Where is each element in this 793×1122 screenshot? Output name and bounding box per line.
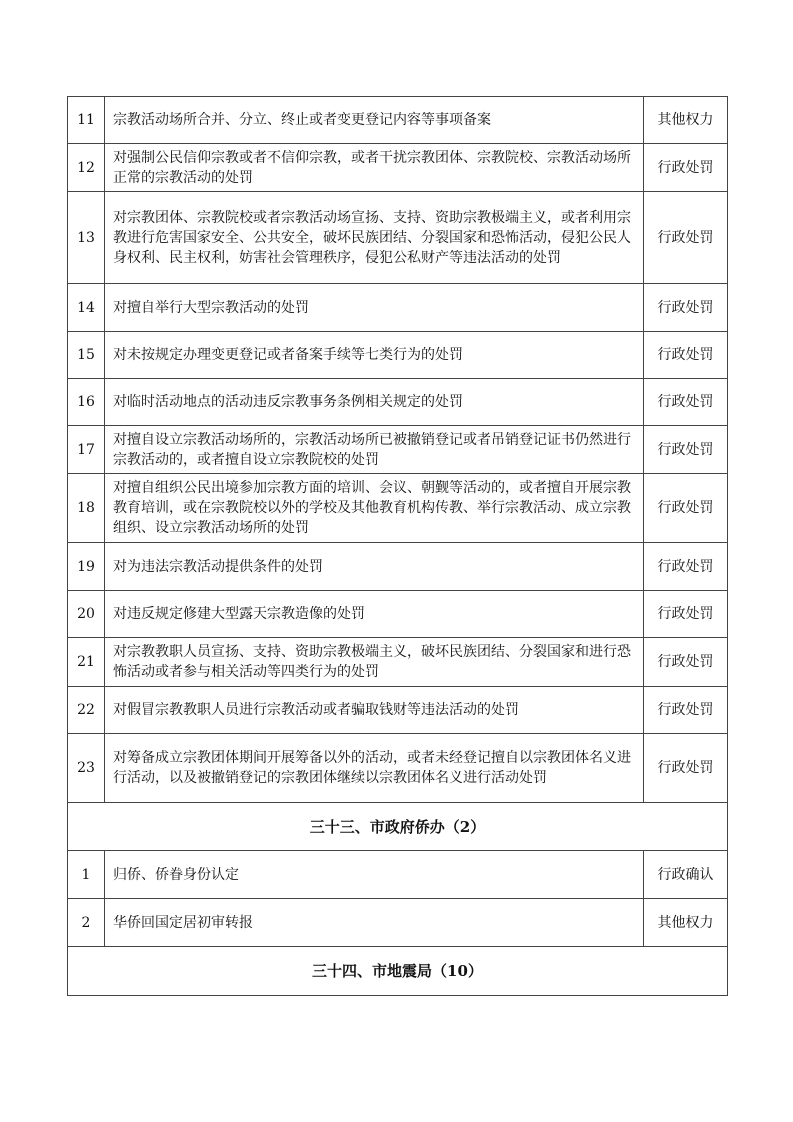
item-number: 15 [68, 332, 105, 379]
item-number: 12 [68, 144, 105, 192]
table-row [68, 192, 728, 284]
item-number: 2 [68, 899, 105, 947]
power-list-table [67, 96, 728, 996]
item-description: 华侨回国定居初审转报 [105, 899, 644, 947]
item-description: 对为违法宗教活动提供条件的处罚 [105, 543, 644, 591]
item-number: 19 [68, 543, 105, 591]
table-row [68, 851, 728, 899]
power-type: 行政处罚 [644, 426, 728, 474]
item-description: 对宗教教职人员宣扬、支持、资助宗教极端主义，破坏民族团结、分裂国家和进行恐怖活动或者参与相关活动等四类行为的处罚 [105, 638, 644, 687]
item-description: 对擅自设立宗教活动场所的，宗教活动场所已被撤销登记或者吊销登记证书仍然进行宗教活动的，或者擅自设立宗教院校的处罚 [105, 426, 644, 474]
item-number: 17 [68, 426, 105, 474]
item-description: 对擅自组织公民出境参加宗教方面的培训、会议、朝觐等活动的，或者擅自开展宗教教育培训，或在宗教院校以外的学校及其他教育机构传教、举行宗教活动、成立宗教组织、设立宗教活动场所的处罚 [105, 474, 644, 543]
item-description: 对筹备成立宗教团体期间开展筹备以外的活动，或者未经登记擅自以宗教团体名义进行活动，以及被撤销登记的宗教团体继续以宗教团体名义进行活动处罚 [105, 734, 644, 803]
item-description: 对未按规定办理变更登记或者备案手续等七类行为的处罚 [105, 332, 644, 379]
power-type: 行政处罚 [644, 332, 728, 379]
power-list-body [68, 97, 728, 996]
item-number: 18 [68, 474, 105, 543]
section-title: 三十三、市政府侨办（2） [68, 803, 728, 851]
power-type: 行政处罚 [644, 192, 728, 284]
power-type: 行政处罚 [644, 284, 728, 332]
item-description: 对临时活动地点的活动违反宗教事务条例相关规定的处罚 [105, 379, 644, 426]
table-row [68, 97, 728, 144]
table-row [68, 638, 728, 687]
power-type: 行政处罚 [644, 474, 728, 543]
section-header-row [68, 947, 728, 996]
table-row [68, 543, 728, 591]
table-row [68, 734, 728, 803]
item-description: 对擅自举行大型宗教活动的处罚 [105, 284, 644, 332]
table-row [68, 379, 728, 426]
item-number: 16 [68, 379, 105, 426]
item-number: 20 [68, 591, 105, 638]
table-row [68, 687, 728, 734]
power-type: 行政处罚 [644, 687, 728, 734]
table-row [68, 474, 728, 543]
item-number: 23 [68, 734, 105, 803]
section-header-row [68, 803, 728, 851]
item-description: 对强制公民信仰宗教或者不信仰宗教，或者干扰宗教团体、宗教院校、宗教活动场所正常的宗教活动的处罚 [105, 144, 644, 192]
table-row [68, 899, 728, 947]
item-number: 22 [68, 687, 105, 734]
section-title: 三十四、市地震局（10） [68, 947, 728, 996]
power-type: 行政处罚 [644, 543, 728, 591]
item-number: 13 [68, 192, 105, 284]
power-type: 其他权力 [644, 899, 728, 947]
power-type: 行政处罚 [644, 379, 728, 426]
table-row [68, 284, 728, 332]
item-number: 21 [68, 638, 105, 687]
power-type: 行政处罚 [644, 734, 728, 803]
power-type: 其他权力 [644, 97, 728, 144]
item-description: 对宗教团体、宗教院校或者宗教活动场宣扬、支持、资助宗教极端主义，或者利用宗教进行危害国家安全、公共安全，破坏民族团结、分裂国家和恐怖活动，侵犯公民人身权利、民主权利，妨害社会管理秩序，侵犯公私财产等违法活动的处罚 [105, 192, 644, 284]
item-description: 归侨、侨眷身份认定 [105, 851, 644, 899]
table-row [68, 426, 728, 474]
item-description: 对假冒宗教教职人员进行宗教活动或者骗取钱财等违法活动的处罚 [105, 687, 644, 734]
table-row [68, 144, 728, 192]
table-row [68, 332, 728, 379]
table-row [68, 591, 728, 638]
power-type: 行政处罚 [644, 591, 728, 638]
item-number: 11 [68, 97, 105, 144]
item-number: 1 [68, 851, 105, 899]
item-description: 宗教活动场所合并、分立、终止或者变更登记内容等事项备案 [105, 97, 644, 144]
power-type: 行政处罚 [644, 638, 728, 687]
power-type: 行政确认 [644, 851, 728, 899]
power-type: 行政处罚 [644, 144, 728, 192]
item-description: 对违反规定修建大型露天宗教造像的处罚 [105, 591, 644, 638]
item-number: 14 [68, 284, 105, 332]
